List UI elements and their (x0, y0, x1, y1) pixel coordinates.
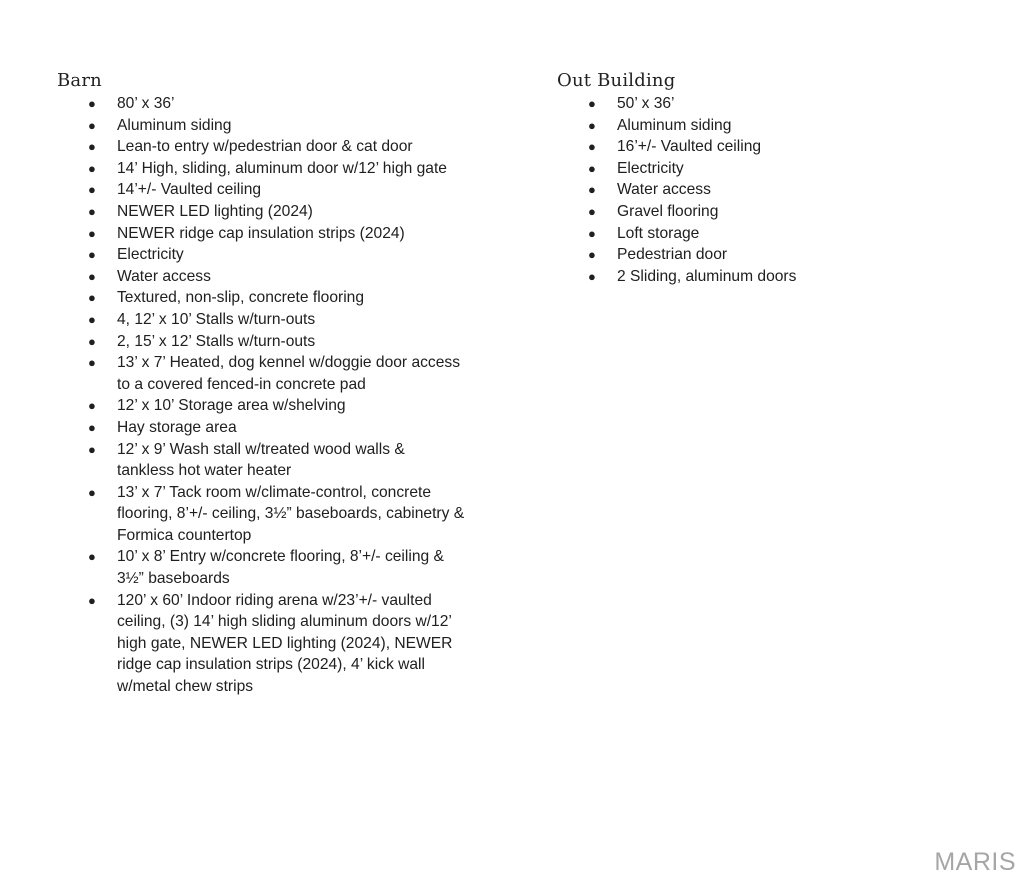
list-item-text: NEWER ridge cap insulation strips (2024) (117, 224, 405, 242)
list-item-text: Water access (117, 267, 211, 285)
list-item-text: Water access (617, 181, 711, 199)
list-item-text: Textured, non-slip, concrete flooring (117, 289, 365, 307)
list-item (57, 482, 464, 547)
list-item-text: 80’ x 36’ (117, 95, 175, 112)
list-item (57, 439, 464, 482)
bullet-icon: ● (88, 139, 96, 155)
list-item-text: 2, 15’ x 12’ Stalls w/turn-outs (117, 332, 316, 350)
bullet-icon: ● (588, 247, 596, 263)
bullet-icon: ● (88, 247, 96, 263)
bullet-icon: ● (88, 96, 96, 111)
list-item (57, 223, 464, 245)
bullet-icon: ● (88, 592, 96, 608)
list-item (557, 93, 796, 115)
maris-watermark-logo: MARIS (934, 848, 1016, 876)
barn-section (57, 70, 464, 698)
list-item (57, 115, 464, 137)
list-item (557, 266, 796, 288)
bullet-icon: ● (88, 355, 96, 371)
bullet-icon: ● (588, 182, 596, 198)
barn-feature-list (57, 93, 464, 698)
bullet-icon: ● (88, 182, 96, 198)
list-item (57, 266, 464, 288)
list-item (57, 244, 464, 266)
list-item (557, 201, 796, 223)
bullet-icon: ● (88, 203, 96, 219)
list-item-text: Loft storage (617, 224, 700, 242)
list-item (57, 546, 464, 589)
bullet-icon: ● (88, 484, 96, 500)
list-item (57, 352, 464, 395)
out-building-feature-list (557, 93, 796, 287)
list-item (57, 590, 464, 698)
bullet-icon: ● (88, 441, 96, 457)
list-item-text: 16’+/- Vaulted ceiling (617, 138, 762, 156)
list-item (57, 309, 464, 331)
list-item-text: 120’ x 60’ Indoor riding arena w/23’+/- vaulted ceiling, (3) 14’ high sliding aluminum doors w/12’ high gate, NEWER LED lighting (2024), NEWER ridge cap insulation strips (2024), 4’ kick wall w/metal chew strips (117, 591, 453, 696)
list-item-text: 14’ High, sliding, aluminum door w/12’ high gate (117, 159, 447, 177)
list-item (57, 179, 464, 201)
list-item-text: 13’ x 7’ Tack room w/climate-control, concrete flooring, 8’+/- ceiling, 3½” baseboards, cabinetry & Formica countertop (117, 483, 465, 544)
bullet-icon: ● (588, 139, 596, 155)
list-item-text: 14’+/- Vaulted ceiling (117, 181, 262, 199)
list-item-text: 12’ x 10’ Storage area w/shelving (117, 397, 346, 415)
list-item (557, 179, 796, 201)
list-item-text: Pedestrian door (617, 246, 728, 264)
list-item (557, 158, 796, 180)
bullet-icon: ● (88, 225, 96, 241)
list-item (57, 201, 464, 223)
list-item (57, 417, 464, 439)
list-item-text: NEWER LED lighting (2024) (117, 202, 313, 220)
bullet-icon: ● (88, 333, 96, 349)
list-item-text: Aluminum siding (117, 116, 232, 134)
list-item-text: 2 Sliding, aluminum doors (617, 267, 797, 285)
bullet-icon: ● (88, 268, 96, 284)
list-item-text: 50’ x 36’ (617, 95, 675, 112)
bullet-icon: ● (588, 117, 596, 133)
list-item (57, 93, 464, 115)
list-item (557, 244, 796, 266)
list-item-text: 4, 12’ x 10’ Stalls w/turn-outs (117, 310, 316, 328)
list-item (57, 395, 464, 417)
list-item (557, 136, 796, 158)
out-building-section (557, 70, 796, 287)
list-item-text: Electricity (117, 246, 184, 264)
bullet-icon: ● (88, 290, 96, 306)
bullet-icon: ● (88, 398, 96, 414)
list-item (557, 115, 796, 137)
bullet-icon: ● (588, 225, 596, 241)
bullet-icon: ● (88, 549, 96, 565)
bullet-icon: ● (88, 311, 96, 327)
list-item-text: Lean-to entry w/pedestrian door & cat door (117, 138, 413, 156)
list-item-text: Electricity (617, 159, 684, 177)
list-item-text: 10’ x 8’ Entry w/concrete flooring, 8’+/- ceiling & 3½” baseboards (117, 548, 444, 588)
list-item (57, 158, 464, 180)
list-item-text: Gravel flooring (617, 202, 719, 220)
list-item (57, 331, 464, 353)
bullet-icon: ● (588, 268, 596, 284)
list-item-text: 12’ x 9’ Wash stall w/treated wood walls & tankless hot water heater (117, 440, 405, 480)
list-item (57, 136, 464, 158)
list-item-text: 13’ x 7’ Heated, dog kennel w/doggie door access to a covered fenced-in concrete pad (117, 354, 460, 393)
bullet-icon: ● (588, 160, 596, 176)
out-building-heading: Out Building (557, 70, 676, 91)
list-item (57, 287, 464, 309)
list-item (557, 223, 796, 245)
bullet-icon: ● (88, 419, 96, 435)
bullet-icon: ● (588, 203, 596, 219)
bullet-icon: ● (88, 117, 96, 133)
bullet-icon: ● (88, 160, 96, 176)
list-item-text: Aluminum siding (617, 116, 732, 134)
list-item-text: Hay storage area (117, 418, 237, 436)
bullet-icon: ● (588, 96, 596, 111)
barn-heading: Barn (57, 70, 102, 91)
